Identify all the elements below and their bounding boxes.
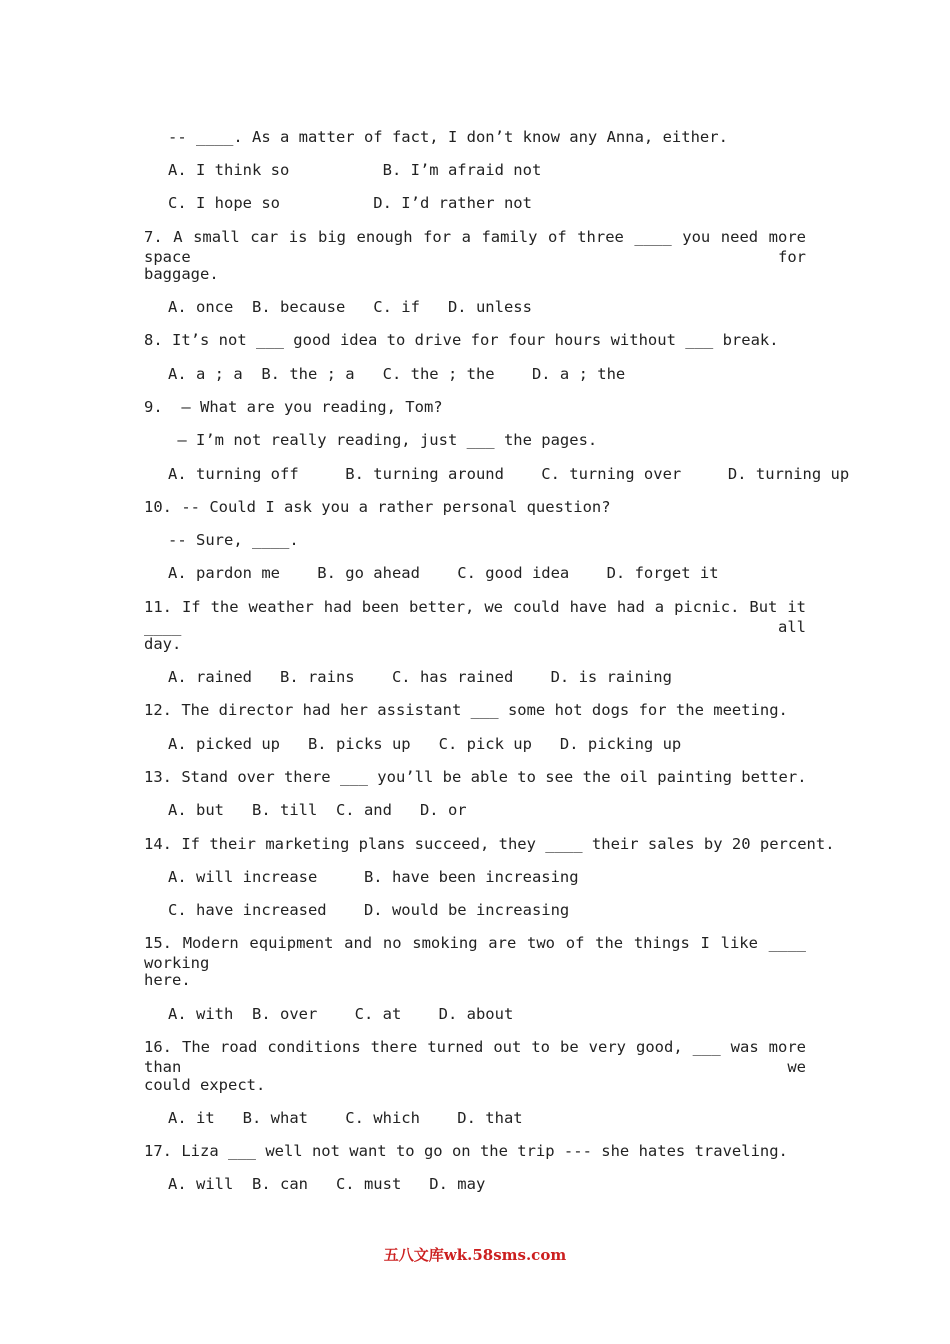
question-11-stem-continued: day. [144, 635, 182, 653]
question-13-stem: 13. Stand over there ___ you’ll be able to see the oil painting better. [144, 768, 807, 786]
question-6-options-cd: C. I hope so D. I’d rather not [168, 194, 532, 212]
question-12-options: A. picked up B. picks up C. pick up D. picking up [168, 735, 682, 753]
question-11-stem: 11. If the weather had been better, we could have had a picnic. But it ____ all [144, 598, 806, 636]
question-14-stem: 14. If their marketing plans succeed, they ____ their sales by 20 percent. [144, 835, 835, 853]
question-16-options: A. it B. what C. which D. that [168, 1109, 523, 1127]
footer-watermark-link[interactable]: 五八文库wk.58sms.com [383, 1246, 567, 1264]
question-10-options: A. pardon me B. go ahead C. good idea D. forget it [168, 564, 719, 582]
question-13-options: A. but B. till C. and D. or [168, 801, 467, 819]
question-6-options-ab: A. I think so B. I’m afraid not [168, 161, 542, 179]
question-7-stem-continued: baggage. [144, 265, 219, 283]
question-7-stem: 7. A small car is big enough for a family of three ____ you need more space for [144, 228, 806, 266]
question-14-options-ab: A. will increase B. have been increasing [168, 868, 579, 886]
question-9-response: – I’m not really reading, just ___ the pages. [168, 431, 598, 449]
question-6-response-line: -- ____. As a matter of fact, I don’t know any Anna, either. [168, 128, 728, 146]
question-9-options: A. turning off B. turning around C. turning over D. turning up [168, 465, 850, 483]
question-12-stem: 12. The director had her assistant ___ some hot dogs for the meeting. [144, 701, 788, 719]
question-15-options: A. with B. over C. at D. about [168, 1005, 514, 1023]
question-10-response: -- Sure, ____. [168, 531, 299, 549]
question-8-options: A. a ; a B. the ; a C. the ; the D. a ; the [168, 365, 626, 383]
question-7-options: A. once B. because C. if D. unless [168, 298, 532, 316]
question-17-stem: 17. Liza ___ well not want to go on the trip --- she hates traveling. [144, 1142, 788, 1160]
question-17-options: A. will B. can C. must D. may [168, 1175, 486, 1193]
question-10-stem: 10. -- Could I ask you a rather personal question? [144, 498, 611, 516]
question-16-stem: 16. The road conditions there turned out to be very good, ___ was more than we [144, 1038, 806, 1076]
question-11-options: A. rained B. rains C. has rained D. is raining [168, 668, 672, 686]
question-8-stem: 8. It’s not ___ good idea to drive for four hours without ___ break. [144, 331, 779, 349]
question-9-stem: 9. – What are you reading, Tom? [144, 398, 443, 416]
question-15-stem-continued: here. [144, 971, 191, 989]
question-16-stem-continued: could expect. [144, 1076, 266, 1094]
question-14-options-cd: C. have increased D. would be increasing [168, 901, 570, 919]
question-15-stem: 15. Modern equipment and no smoking are two of the things I like ____ working [144, 934, 806, 972]
